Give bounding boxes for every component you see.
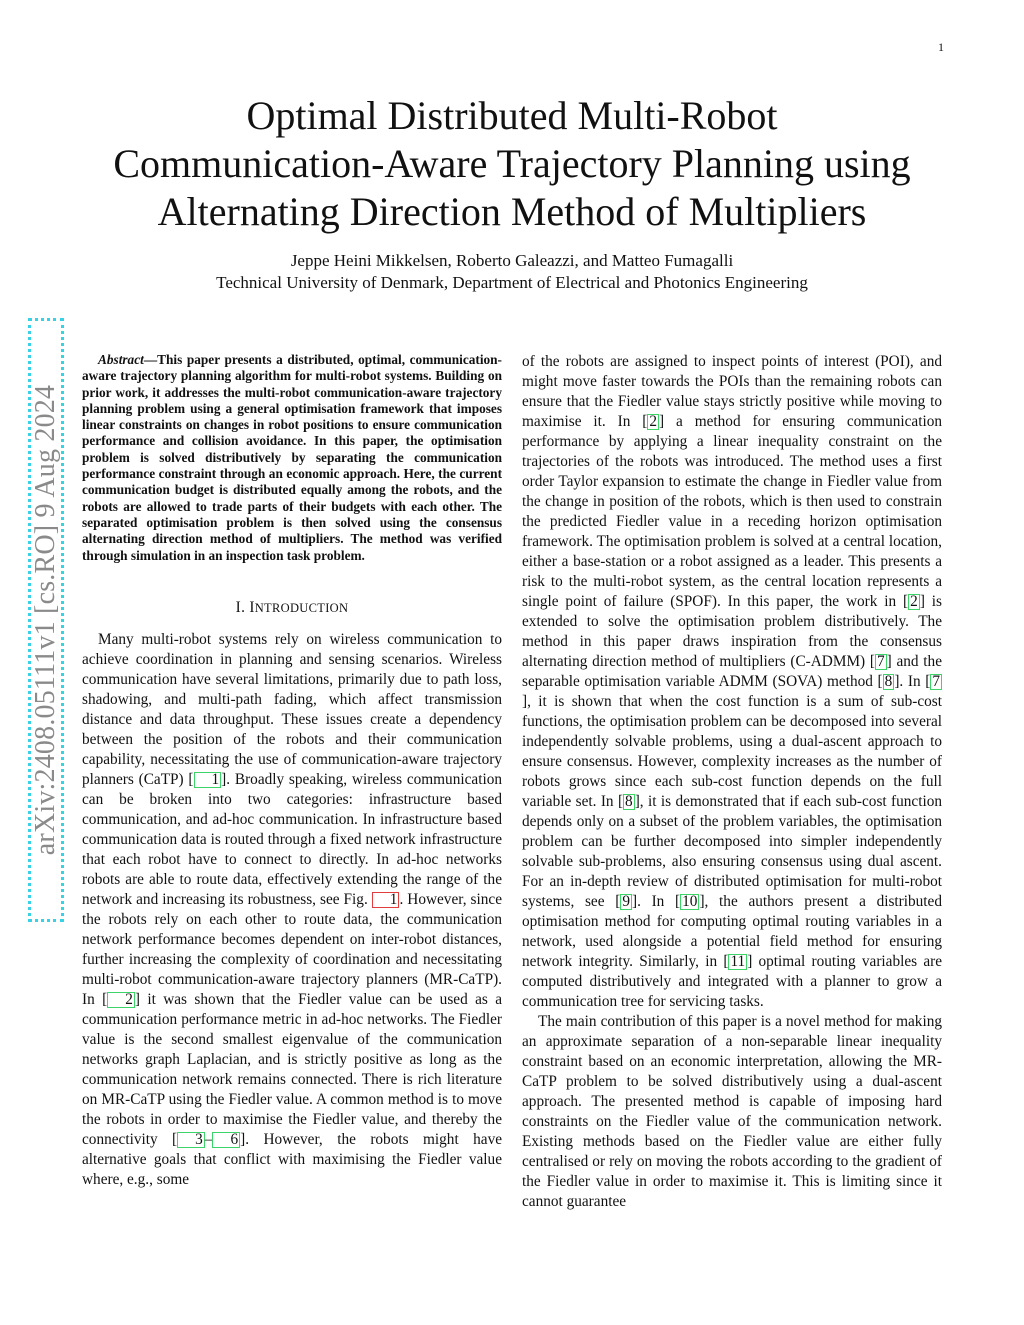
section-numeral: I.: [235, 598, 246, 616]
abstract: [82, 352, 502, 564]
text-run: ]. However, the robots might have alternative goals that conflict with maximising the Fiedler value where, e.g., some: [82, 1130, 503, 1188]
citation-link[interactable]: 8: [625, 793, 633, 810]
citation-link[interactable]: 8: [884, 673, 893, 690]
paper-header: [80, 92, 944, 294]
section-heading-introduction: [82, 598, 502, 618]
text-run: ], it is demonstrated that if each sub-cost function depends only on a subset of the problem variables, the optimisation problem can be further decomposed into simpler independently solvable sub-problems, also ensuring consensus using dual ascent. For an in-depth review of distributed optimisation for multi-robot systems, see [: [522, 793, 942, 910]
intro-paragraph-1: [82, 630, 502, 1190]
author-names: Jeppe Heini Mikkelsen, Roberto Galeazzi, and Matteo Fumagalli: [290, 251, 734, 270]
intro-paragraph-1-continued: [522, 352, 942, 1012]
text-run: ], the authors present a distributed optimisation method for computing optimal routing variables in a network, used alongside a potential field method for ensuring network integrity. Similarly, in [: [522, 893, 942, 970]
text-run: ] it was shown that the Fiedler value can be used as a communication performance metric in ad-hoc networks. The Fiedler value is the second smallest eigenvalue of the communication networks graph Laplacian, and is strictly positive as long as the communication network remains connected. There is rich literature on MR-CaTP using the Fiedler value. A common method is to move the robots in order to maximise the Fiedler value, and thereby the connectivity [: [82, 990, 502, 1148]
citation-link[interactable]: 10: [682, 893, 698, 910]
text-run: Many multi-robot systems rely on wireless communication to achieve coordination in planning and sensing scenarios. Wireless communication have several limitations, primarily due to path loss, shadowing, and multi-path fading, which affect transmission distance and data throughput. These issues create a dependency between the position of the robots and their communication capability, necessitating the use of communication-aware trajectory planners (CaTP) [: [82, 630, 502, 788]
text-run: . However, since the robots rely on each other to route data, the communication network performance becomes dependent on inter-robot distances, further increasing the complexity of coordination and necessitating multi-robot communication-aware trajectory planners (MR-CaTP). In [: [82, 890, 502, 1008]
text-run: of the robots are assigned to inspect points of interest (POI), and might move faster towards the POIs than the remaining robots can ensure that the Fiedler value stays strictly positive while moving to maximise it. In [: [522, 353, 942, 430]
abstract-text: —This paper presents a distributed, optimal, communication-aware trajectory planning algorithm for multi-robot systems. Building on prior work, it addresses the multi-robot communication-aware trajectory planning problem using a general optimisation framework that imposes linear constraints on changes in robot positions to ensure communication performance and collision avoidance. In this paper, the optimisation problem is solved distributively by separating the communication performance constraint through an economic approach. Here, the current communication budget is distributed equally among the robots, and the robots are allowed to trade parts of their budgets with each other. The separated optimisation problem is then solved using the consensus alternating direction method of multipliers. The method was verified through simulation in an inspection task problem.: [82, 352, 502, 563]
citation-link[interactable]: 7: [932, 673, 941, 690]
title-line-2: Communication-Aware Trajectory Planning using: [113, 141, 911, 186]
page-number: 1: [938, 40, 944, 54]
citation-link[interactable]: 1: [194, 772, 222, 788]
title-line-1: Optimal Distributed Multi-Robot: [246, 93, 778, 138]
citation-link[interactable]: 7: [876, 653, 885, 670]
section-title-rest: NTRODUCTION: [254, 600, 349, 615]
citation-link[interactable]: 2: [649, 413, 658, 430]
text-run: ]. In [: [894, 673, 931, 690]
text-run: ]. Broadly speaking, wireless communication can be broken into two categories: infrastructure based communication, and ad-hoc communication. In infrastructure based communication data is routed through a fixed network infrastructure that each robot have to connect to directly. In ad-hoc networks robots are able to route data, effectively extending the range of the network and increasing its robustness, see Fig.: [82, 770, 502, 908]
title-line-3: Alternating Direction Method of Multipliers: [157, 189, 867, 234]
citation-link[interactable]: 9: [622, 893, 630, 910]
author-block: [80, 250, 944, 294]
arxiv-stamp[interactable]: [28, 318, 64, 922]
citation-link[interactable]: 3: [177, 1132, 205, 1148]
text-run: ] a method for ensuring communication performance by applying a linear inequality constraint on the trajectories of the robots was introduced. The method uses a first order Taylor expansion to estimate the change in Fiedler value from the change in position of the robots, which is then used to constrain the predicted Fiedler value in a receding horizon optimisation framework. The optimisation problem is solved at a central location, either a base-station or a robot assigned as a leader. This presents a risk to the multi-robot system, as the central location represents a single point of failure (SPOF). In this paper, the work in [: [522, 413, 942, 610]
figure-link[interactable]: 1: [372, 892, 400, 908]
text-run: ]. In [: [631, 893, 681, 910]
section-title-initial: I: [249, 598, 255, 616]
text-run: ], it is shown that when the cost function is a sum of sub-cost functions, the optimisation problem can be decomposed into several independently solvable problems, using a dual-ascent approach to ensure consensus. However, complexity increases as the number of robots grows since each sub-cost function depends on the full variable set. In [: [522, 693, 942, 810]
citation-link[interactable]: 2: [910, 593, 918, 610]
paper-title: [80, 92, 944, 236]
intro-paragraph-2: The main contribution of this paper is a novel method for making an approximate separation of a non-separable linear inequality constraint based on an economic interpretation, allowing the MR-CaTP problem to be solved distributively using a dual-ascent approach. The presented method is capable of imposing hard constraints on the Fiedler value of the communication network. Existing methods based on the Fiedler value are either fully centralised or rely on moving the robots according to the gradient of the Fiedler value in order to maximise it. This is limiting since it cannot guarantee: [522, 1013, 942, 1210]
text-run: ] optimal routing variables are computed distributively and integrated with a planner to grow a communication tree for servicing tasks.: [522, 953, 942, 1010]
text-run: ] is extended to solve the optimisation problem distributively. The method in this paper draws inspiration from the consensus alternating direction method of multipliers (C-ADMM) [: [522, 593, 942, 670]
text-run: –: [204, 1130, 213, 1148]
author-affiliation: Technical University of Denmark, Department of Electrical and Photonics Engineering: [216, 273, 808, 292]
abstract-label: Abstract: [98, 352, 144, 367]
arxiv-stamp-text: arXiv:2408.05111v1 [cs.RO] 9 Aug 2024: [30, 384, 61, 856]
text-run: ] and the separable optimisation variable ADMM (SOVA) method [: [522, 653, 942, 690]
citation-link[interactable]: 2: [107, 992, 135, 1008]
citation-link[interactable]: 6: [212, 1132, 240, 1148]
left-column: [82, 352, 502, 1190]
right-column: [522, 352, 942, 1212]
citation-link[interactable]: 11: [730, 953, 746, 970]
